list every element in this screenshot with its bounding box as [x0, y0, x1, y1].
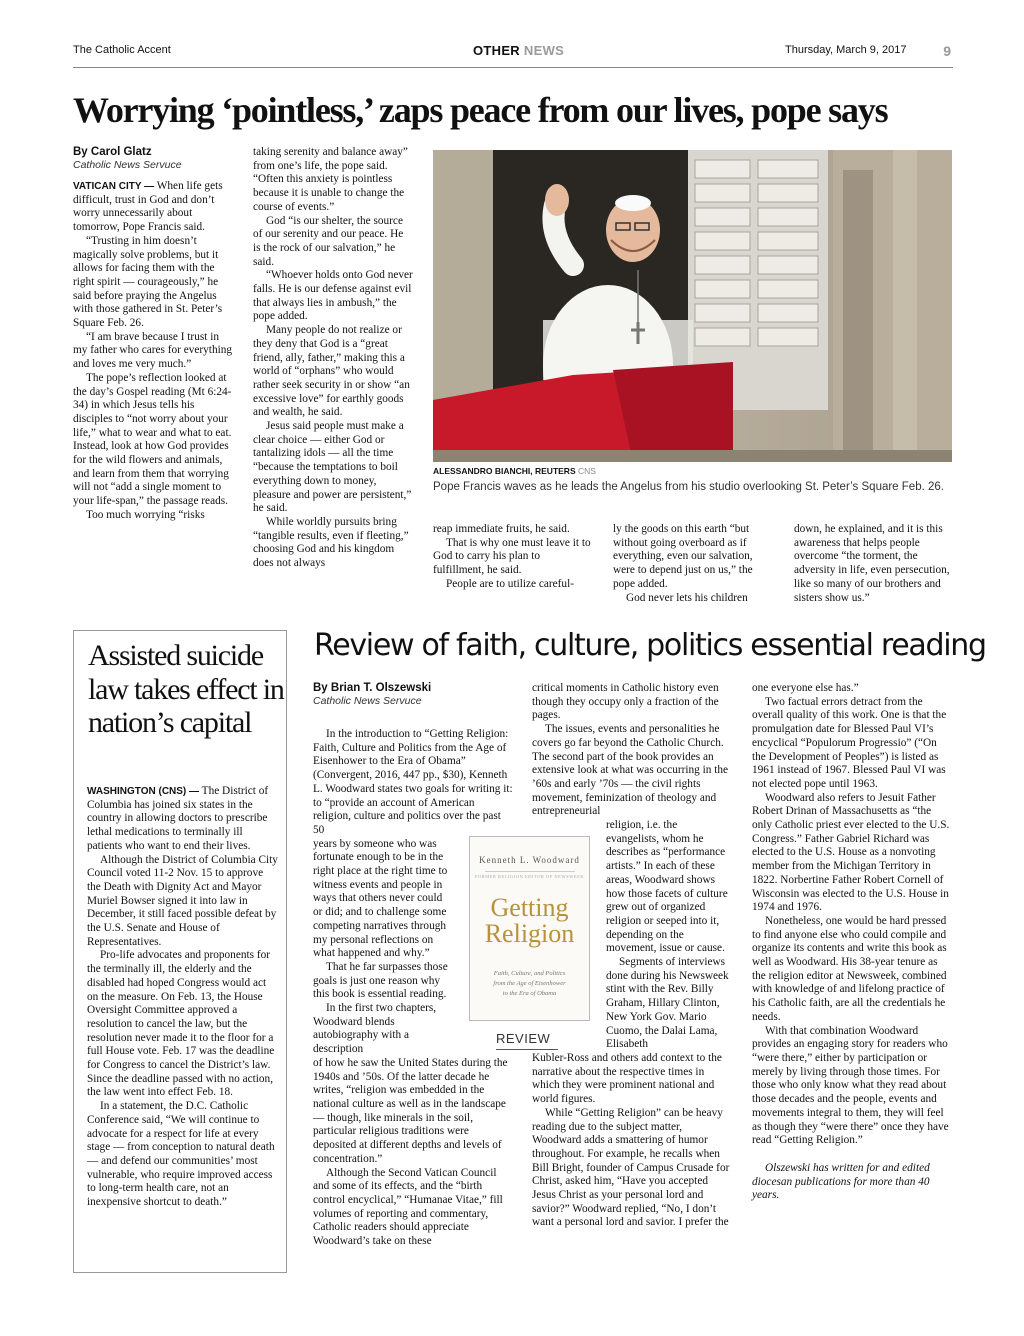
- article-paragraph: That is why one must leave it to God to carry his plan to fulfillment, he said.: [433, 536, 591, 577]
- sidebar-article: [73, 630, 287, 1273]
- section-label-news: NEWS: [523, 43, 565, 58]
- review-paragraph: With that combination Woodward provides an engaging story for readers who “were there,” either by participation or merely by living through those times. For those who only know what they read about those decades and the people, events and movements integral to them, they will feel as though they “were there” once they have read “Getting Religion.”: [752, 1024, 949, 1147]
- review-column-1-narrow: [313, 838, 453, 1057]
- book-subtitle: Faith, Culture, and Politics from the Age of Eisenhower to the Era of Obama: [493, 970, 566, 997]
- article-dateline: VATICAN CITY —: [73, 181, 155, 192]
- photo-credit: ALESSANDRO BIANCHI, REUTERS CNS: [433, 466, 596, 476]
- sidebar-body: [87, 785, 279, 1210]
- article-column-5: [794, 523, 954, 605]
- review-paragraph: Segments of interviews done during his Newsweek stint with the Rev. Billy Graham, Hillary Clinton, New York Gov. Mario Cuomo, the Dalai Lama, Elisabeth: [606, 956, 729, 1051]
- review-byline-source: Catholic News Servuce: [313, 695, 422, 707]
- article-column-4: [613, 523, 773, 605]
- article-paragraph: Too much worrying “risks: [86, 508, 205, 521]
- review-paragraph: critical moments in Catholic history even though they occupy only a fraction of the pages.: [532, 682, 719, 722]
- article-paragraph: reap immediate fruits, he said.: [433, 523, 570, 535]
- review-paragraph: While “Getting Religion” can be heavy reading due to the subject matter, Woodward adds a smattering of humor throughout. For example, he recalls when Bill Bright, founder of Campus Crusade for Christ, asked him, “Have you accepted Jesus Christ as your personal lord and savior?” Woodward replied, “No, I don’t want a personal lord and savior. I prefer the: [532, 1106, 730, 1229]
- article-paragraph: Jesus said people must make a clear choice — either God or tantalizing idols — all the time “because the temptations to boil everything down to money, pleasure and power are persistent,” he said.: [253, 420, 412, 515]
- sidebar-dateline: WASHINGTON (CNS) —: [87, 786, 200, 797]
- pope-photo-illustration: [433, 150, 952, 462]
- article-column-3: [433, 523, 593, 592]
- article-paragraph: God “is our shelter, the source of our serenity and our peace. He is the rock of our salvation,” he said.: [253, 214, 404, 268]
- sidebar-paragraph: WASHINGTON (CNS) — The District of Columbia has joined six states in the country in allowing doctors to prescribe lethal medications to terminally ill patients who want to end their lives.: [87, 785, 269, 852]
- review-paragraph: of how he saw the United States during the 1940s and ’50s. Of the latter decade he writes, “religion was embedded in the national culture as well as in the landscape — though, like minerals in the soil, particular religious traditions were deposited at different depths and levels of concentration.”: [313, 1056, 508, 1165]
- article-headline: Worrying ‘pointless,’ zaps peace from our lives, pope says: [73, 90, 888, 130]
- section-label-other: OTHER: [473, 43, 520, 58]
- section-label: [473, 43, 564, 58]
- review-paragraph: In the introduction to “Getting Religion: Faith, Culture and Politics from the Age of Eisenhower to the Era of Obama” (Convergent, 2016, 447 pp., $30), Kenneth L. Woodward states two goals for writing it: to “provide an account of American religion, culture and politics over the past 50: [313, 728, 513, 836]
- sidebar-headline: Assisted suicide law takes effect in nation’s capital: [88, 639, 284, 739]
- book-tagline: FORMER RELIGION EDITOR OF NEWSWEEK: [474, 874, 585, 879]
- article-paragraph: down, he explained, and it is this awareness that helps people overcome “the torment, the adversity in life, even persecution, like so many of our brothers and sisters show us.”: [794, 523, 950, 604]
- review-tag: REVIEW: [496, 1031, 551, 1046]
- review-paragraph: Although the Second Vatican Council and some of its effects, and the “birth control encyclical,” “Humanae Vitae,” fill volumes of reporting and commentary, Catholic readers should appreciate Woodward’s take on these: [313, 1166, 503, 1248]
- review-column-3: [752, 682, 953, 1203]
- article-byline-source: Catholic News Servuce: [73, 159, 182, 171]
- article-paragraph: While worldly pursuits bring “tangible results, even if fleeting,” choosing God and his kingdom does not always: [253, 515, 409, 570]
- article-paragraph: “Whoever holds onto God never falls. He is our defense against evil that always lies in ambush,” the pope added.: [253, 269, 413, 323]
- review-column-2-narrow: [606, 819, 732, 1052]
- review-paragraph: That he far surpasses those goals is just one reason why this book is essential reading.: [313, 960, 448, 1001]
- book-title: Getting Religion: [484, 893, 575, 948]
- review-author-note: Olszewski has written for and edited diocesan publications for more than 40 years.: [752, 1161, 930, 1202]
- article-paragraph: “Trusting in him doesn’t magically solve problems, but it allows for facing them with the right spirit — courageously,” he said before praying the Angelus with those gathered in St. Peter’s Square Feb. 26.: [73, 234, 223, 330]
- article-paragraph: “I am brave because I trust in my father who cares for everything and loves me very much.”: [73, 330, 233, 371]
- article-paragraph: People are to utilize careful-: [446, 577, 574, 590]
- article-paragraph: taking serenity and balance away” from one’s life, the pope said. “Often this anxiety is pointless because it is unable to change the course of events.”: [253, 146, 408, 213]
- page-header: [73, 40, 953, 68]
- article-paragraph: VATICAN CITY — When life gets difficult, trust in God and don’t worry unnecessarily about tomorrow, Pope Francis said.: [73, 180, 223, 234]
- review-paragraph: Kubler-Ross and others add context to the narrative about the respective times in which they were prominent national and world figures.: [532, 1051, 722, 1106]
- article-paragraph: The pope’s reflection looked at the day’s Gospel reading (Mt 6:24-34) in which Jesus tells his disciples to “not worry about your life,” what to wear and what to eat. Instead, look at how God provides for the wild flowers and animals, and learn from them that worrying will not “add a single moment to your life-span,” the passage reads.: [73, 371, 232, 508]
- review-byline: By Brian T. Olszewski: [313, 682, 432, 694]
- paper-name: The Catholic Accent: [73, 44, 171, 56]
- sidebar-paragraph: Although the District of Columbia City Council voted 11-2 Nov. 15 to approve the Death with Dignity Act and Mayor Muriel Bowser signed it into law in December, it still faced possible defeat by the U.S. Senate and House of Representatives.: [87, 853, 278, 948]
- review-paragraph: Two factual errors detract from the overall quality of this work. One is that the promulgation date for Blessed Paul VI’s encyclical “Populorum Progressio” (“On the Development of Peoples”) is listed as 1961 instead of 1967. Blessed Paul VI was not elected pope until 1963.: [752, 695, 947, 790]
- review-column-2: [532, 682, 732, 1230]
- sidebar-paragraph: In a statement, the D.C. Catholic Conference said, “We will continue to advocate for a respect for life at every stage — from conception to natural death — and defend our communities’ most vulnerable, who require improved access to long-term health care, not an inexpensive shortcut to death.”: [87, 1100, 275, 1209]
- article-column-2: [253, 146, 413, 571]
- article-paragraph: Many people do not realize or they deny that God is a “great friend, ally, father,” making this a world of “orphans” who would rather seek security in or show “an excessive love” for earthly goods and wealth, he said.: [253, 324, 410, 419]
- review-paragraph: one everyone else has.”: [752, 682, 859, 694]
- article-paragraph: God never lets his children: [626, 591, 748, 604]
- review-paragraph: Nonetheless, one would be hard pressed to find anyone else who could compile and organize its contents and write this book as well as Woodward. His 38-year tenure as the religion editor at Newsweek, combined with knowledge of and lifelong practice of his Catholic faith, are all the credentials he needs.: [752, 914, 947, 1023]
- book-author: Kenneth L. Woodward: [479, 855, 580, 865]
- sidebar-paragraph: Pro-life advocates and proponents for the terminally ill, the elderly and the disabled had hoped Congress would act on the measure. On Feb. 13, the House Oversight Committee approved a resolution to cancel the law, but the resolution never made it to the floor for a full House vote. Feb. 17 was the deadline for Congress to cancel the District’s law. Since the deadline passed with no action, the law went into effect Feb. 18.: [87, 949, 275, 1099]
- photo-caption: Pope Francis waves as he leads the Angelus from his studio overlooking St. Peter’s Square Feb. 26.: [433, 481, 944, 493]
- issue-date: Thursday, March 9, 2017: [785, 44, 907, 56]
- review-paragraph: religion, i.e. the evangelists, whom he describes as “performance artists.” In each of these areas, Woodward shows how those facets of culture grew out of organized religion or seeped into it, depending on the movement, issue or cause.: [606, 819, 728, 955]
- review-paragraph: Woodward also refers to Jesuit Father Robert Drinan of Massachusetts as “the only Catholic priest ever elected to the U.S. Congress.” Father Gabriel Richard was elected to the U.S. House as a nonvoting member from the Michigan Territory in 1822. Norbertine Father Robert Cornell of Wisconsin was elected to the U.S. House in 1974 and 1976.: [752, 791, 950, 914]
- review-headline: Review of faith, culture, politics essential reading: [314, 628, 986, 663]
- review-paragraph: The issues, events and personalities he covers go far beyond the Catholic Church. The second part of the book provides an extensive look at what was occurring in the ’60s and early ’70s — the civil rights movement, feminization of theology and entrepreneurial: [532, 723, 729, 818]
- article-byline: By Carol Glatz: [73, 146, 152, 158]
- article-paragraph: ly the goods on this earth “but without going overboard as if everything, even our salvation, were to depend just on us,” the pope added.: [613, 523, 753, 590]
- review-paragraph: In the first two chapters, Woodward blends autobiography with a description: [313, 1002, 437, 1056]
- page-number: 9: [943, 43, 951, 59]
- photo-agency: CNS: [578, 466, 596, 476]
- pope-photo: [433, 150, 952, 462]
- article-column-1: [73, 146, 233, 523]
- review-paragraph: years by someone who was fortunate enough to be in the right place at the right time to witness events and people in ways that others never could or did; and to challenge some competing narratives through my personal reflections on what happened and why.”: [313, 837, 448, 960]
